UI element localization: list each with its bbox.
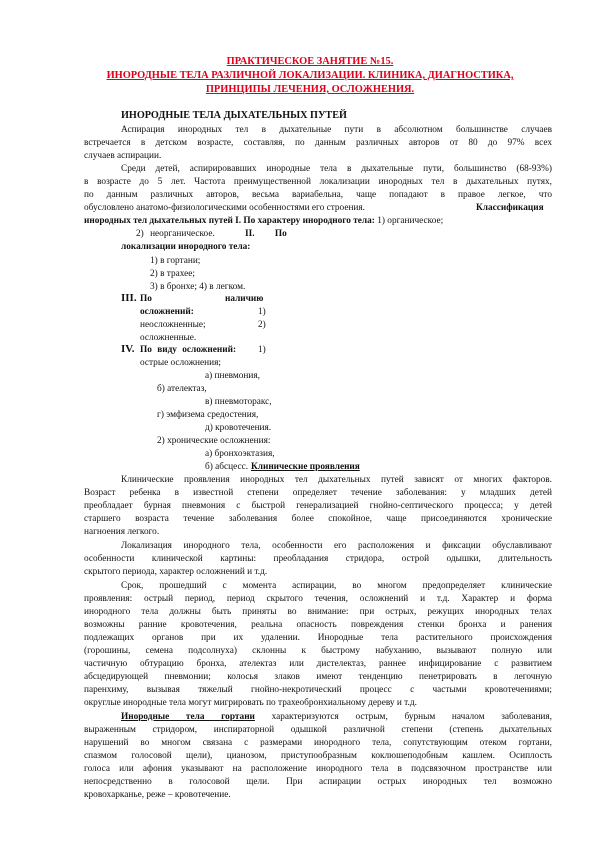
header-line-3: ПРИНЦИПЫ ЛЕЧЕНИЯ, ОСЛОЖНЕНИЯ. <box>205 84 415 95</box>
para4-line: Локализация инородного тела, особенности его расположения и фиксации обуславливают <box>121 541 552 551</box>
iv-opt-num: 1) <box>258 345 266 355</box>
para6-line: непосредственно в голосовой щели. При аспирации острых инородных тел возможно <box>84 777 552 787</box>
classif-type-label: инородных тел дыхательных путей I. По характеру инородного тела: <box>84 216 375 226</box>
roman-iv: IV. <box>121 343 135 355</box>
para3-line: старшего возраста течение заболевания более спокойное, чаще присоединяются хронические <box>84 514 552 524</box>
para5-line: Срок, прошедший с момента аспирации, во многом предопределяет клинические <box>121 581 552 591</box>
acute-item: б) ателектаз, <box>157 384 207 394</box>
acute-item: д) кровотечения. <box>205 423 272 433</box>
para5-line: проявления: острый период, период скрытого течения, осложнений и т.д. Характер и форма <box>84 594 552 604</box>
para4-line: особенности клинической картины: преобладания стридора, острой одышки, длительность <box>84 554 552 564</box>
iii-opt-num: 2) <box>258 320 266 330</box>
iv-label: По виду осложнений: <box>140 345 237 355</box>
para1-line: случаев аспирации. <box>84 151 162 161</box>
para6-line: кровохарканье, реже – кровотечение. <box>84 790 231 800</box>
para5-line: абсцедирующей пневмонии; колосья злаков имеют тенденцию пенетрировать в легочную <box>84 672 552 682</box>
para2-line: в возрасте до 5 лет. Частота преимущественной локализации инородных тел в дыхательных путях, <box>84 177 552 187</box>
para5-line: подлежащих органов при их удалении. Инородные тела растительного происхождения <box>84 633 552 643</box>
iii-label: осложнений: <box>140 307 194 317</box>
chronic-item: б) абсцесс. <box>205 462 249 472</box>
para5-line: паренхиму, вызывая тяжелый гнойно-некротический процесс с частыми кровотечениями; <box>84 685 552 695</box>
classif-type-opt1: 1) органическое; <box>374 216 444 226</box>
para6-line: выраженным стридором, инспираторной одышкой различной степени (степень дыхательных <box>84 725 552 735</box>
roman-iii: III. <box>121 292 137 304</box>
para5-line: инородного тела должны быть приняты во внимание: при острых, режущих инородных телах <box>84 607 552 617</box>
chronic-title: 2) хронические осложнения: <box>157 436 271 446</box>
para5-line: частичную обтурацию бронха, ателектаз или дистелектаз, раннее инфицирование с развитием <box>84 659 552 669</box>
acute-item: в) пневмоторакс, <box>205 397 272 407</box>
acute-title: острые осложнения; <box>140 358 221 368</box>
para3-line: преобладает бурная пневмония с быстрой генерализацией гнойно-септического процесса; у детей <box>84 501 552 511</box>
classif-ii-label: II. По <box>245 229 287 239</box>
para6-line: спазмом голосовой щели), цианозом, приступообразным коклюшеподобным кашлем. Осиплость <box>84 751 552 761</box>
loc-item: 2) в трахее; <box>150 269 195 279</box>
iii-opt: неосложненные; <box>140 320 206 330</box>
para3-line: Возраст ребенка в известной степени определяет течение заболевания: у младших детей <box>84 488 552 498</box>
acute-item: а) пневмония, <box>205 371 260 381</box>
header-line-1: ПРАКТИЧЕСКОЕ ЗАНЯТИЕ №15. <box>226 56 394 67</box>
loc-item: 1) в гортани; <box>150 256 201 266</box>
para2-line: обусловлено анатомо-физиологическими особенностями его строения. <box>84 203 365 213</box>
section-title: ИНОРОДНЫЕ ТЕЛА ДЫХАТЕЛЬНЫХ ПУТЕЙ <box>121 110 347 121</box>
classif-type-opt2: 2) неорганическое. <box>136 229 215 239</box>
para1-line: встречается в детском возрасте, составляя, по данным различных авторов от 80 до 97% всех <box>84 138 552 148</box>
classification-title: Классификация <box>476 203 544 213</box>
para5-line: округлые инородные тела могут мигрировать по трахеобронхиальному дереву и т.д. <box>84 698 417 708</box>
para6-line: голоса или афония указывают на расположение инородного тела в подсвязочном пространстве или <box>84 764 552 774</box>
para6-line: нарушений во многом связана с размерами инородного тела, сопутствующим отеком гортани, <box>84 738 552 748</box>
iii-label: наличию <box>225 294 264 304</box>
para2-line: Среди детей, аспирировавших инородные тела в дыхательные пути, большинство (68-93%) <box>121 164 552 174</box>
para3-line: Клинические проявления инородных тел дыхательных путей зависят от многих факторов. <box>121 475 552 485</box>
larynx-heading: Инородные тела гортани <box>121 712 255 722</box>
para2-line: по данным различных авторов, весьма вариабельна, чаще попадают в правое легкое, что <box>84 190 552 200</box>
para6-first-rest: характеризуются острым, бурным началом заболевания, <box>271 712 553 722</box>
para5-line: (горошины, семена подсолнуха) склонны к быстрому набуханию, вызывают полную или <box>84 646 552 656</box>
clinical-title: Клинические проявления <box>251 462 360 472</box>
classif-line <box>84 215 443 228</box>
para1-line: Аспирация инородных тел в дыхательные пути в абсолютном большинстве случаев <box>121 125 552 135</box>
para5-line: возможны ранние кровотечения, реальна опасность повреждения стенки бронха и ранения <box>84 620 552 630</box>
acute-item: г) эмфизема средостения, <box>157 410 259 420</box>
iii-opt: осложненные. <box>140 333 197 343</box>
iii-label: По <box>140 294 152 304</box>
header-line-2: ИНОРОДНЫЕ ТЕЛА РАЗЛИЧНОЙ ЛОКАЛИЗАЦИИ. КЛИНИКА, ДИАГНОСТИКА, <box>106 70 514 81</box>
para3-line: нагноения легкого. <box>84 527 160 537</box>
iii-opt-num: 1) <box>258 307 266 317</box>
chronic-item: а) бронхоэктазия, <box>205 449 275 459</box>
loc-item: 3) в бронхе; 4) в легком. <box>150 282 246 292</box>
para4-line: скрытого периода, характер осложнений и т.д. <box>84 567 268 577</box>
para6-line <box>121 711 552 724</box>
classif-loc-label: локализации инородного тела: <box>121 242 251 252</box>
